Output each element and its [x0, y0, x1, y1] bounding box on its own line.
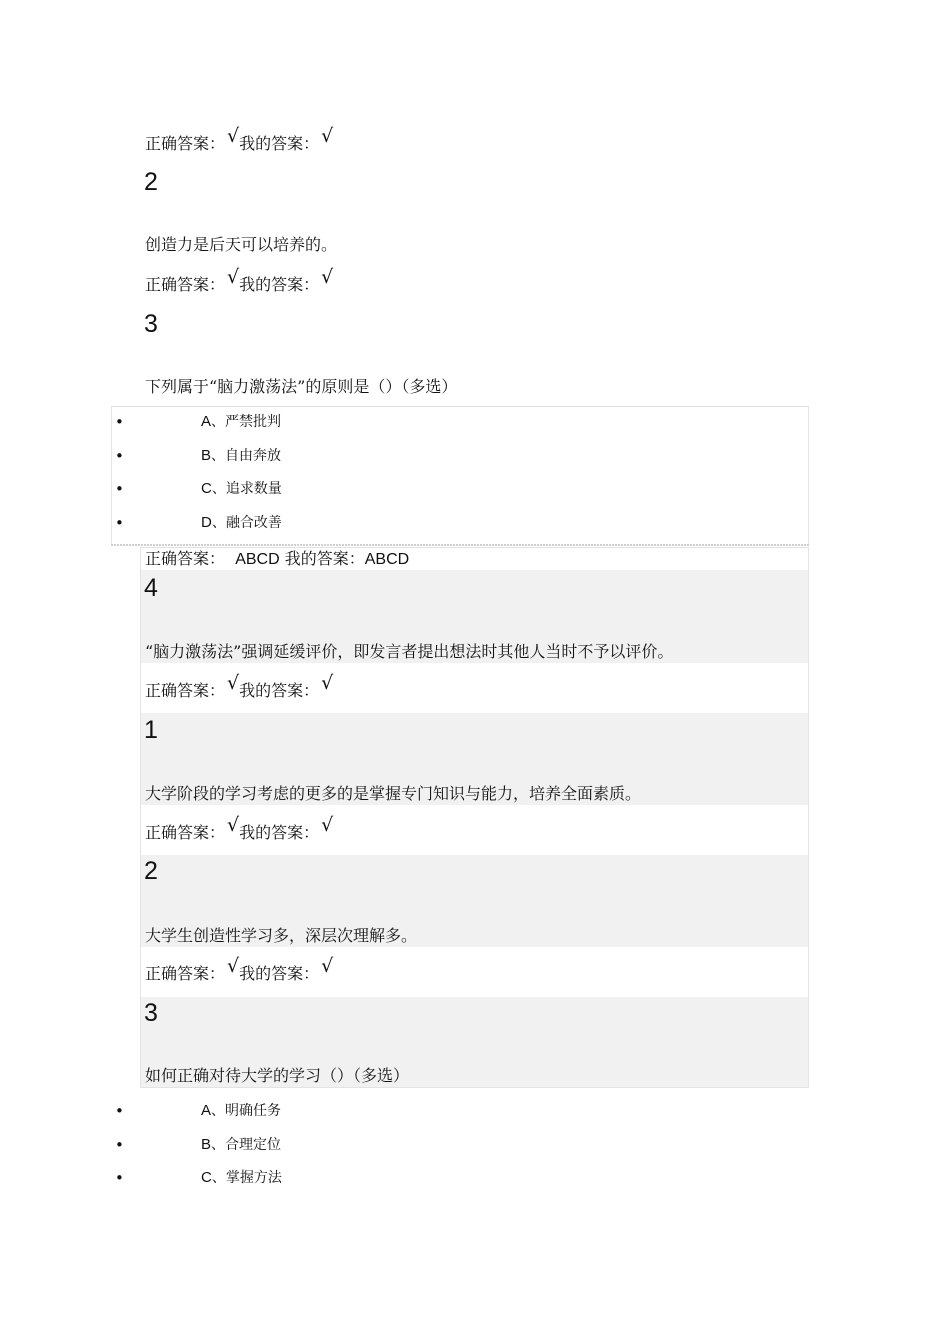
answer-line: [145, 672, 334, 701]
correct-value: ABCD: [235, 551, 280, 568]
question-number: 1: [144, 716, 158, 744]
answer-line: [145, 955, 334, 984]
answer-line: [145, 814, 334, 843]
list-bullet: •: [115, 480, 124, 498]
question-number: 2: [144, 857, 158, 885]
mine-value: ABCD: [364, 551, 410, 568]
option-b[interactable]: B、合理定位: [201, 1136, 282, 1153]
answer-line-multi: [145, 549, 409, 570]
question-text: 下列属于“脑力激荡法”的原则是（）（多选）: [145, 377, 458, 396]
correct-label: 正确答案：: [145, 549, 226, 568]
option-c[interactable]: C、追求数量: [201, 480, 282, 497]
frame-divider: [111, 544, 809, 546]
question-number: 3: [144, 999, 158, 1027]
mine-label: 我的答案：: [239, 681, 320, 700]
option-b[interactable]: B、自由奔放: [201, 447, 282, 464]
correct-label: 正确答案：: [145, 275, 226, 294]
list-bullet: •: [115, 1169, 124, 1187]
list-bullet: •: [115, 514, 124, 532]
option-a[interactable]: A、明确任务: [201, 1102, 282, 1119]
correct-label: 正确答案：: [145, 681, 226, 700]
list-bullet: •: [115, 1136, 124, 1154]
list-bullet: •: [115, 1102, 124, 1120]
option-a[interactable]: A、严禁批判: [201, 413, 282, 430]
question-number: 2: [144, 168, 158, 196]
correct-label: 正确答案：: [145, 823, 226, 842]
mine-label: 我的答案：: [239, 134, 320, 153]
check-icon: √: [227, 672, 240, 694]
check-icon: √: [227, 266, 240, 288]
mine-label: 我的答案：: [239, 823, 320, 842]
question-text: 创造力是后天可以培养的。: [145, 235, 338, 254]
question-number: 3: [144, 310, 158, 338]
check-icon: √: [227, 814, 240, 836]
question-text: 如何正确对待大学的学习（）（多选）: [145, 1066, 410, 1085]
answer-line: [145, 125, 334, 154]
correct-label: 正确答案：: [145, 964, 226, 983]
check-icon: √: [227, 955, 240, 977]
list-bullet: •: [115, 413, 124, 431]
answer-line: [145, 266, 334, 295]
check-icon: √: [321, 814, 334, 836]
correct-label: 正确答案：: [145, 134, 226, 153]
mine-label: 我的答案：: [239, 275, 320, 294]
question-text: “脑力激荡法”强调延缓评价，即发言者提出想法时其他人当时不予以评价。: [145, 642, 674, 661]
option-c[interactable]: C、掌握方法: [201, 1169, 282, 1186]
check-icon: √: [227, 125, 240, 147]
question-number: 4: [144, 574, 158, 602]
list-bullet: •: [115, 447, 124, 465]
check-icon: √: [321, 955, 334, 977]
check-icon: √: [321, 266, 334, 288]
question-text: 大学阶段的学习考虑的更多的是掌握专门知识与能力，培养全面素质。: [145, 784, 642, 803]
option-d[interactable]: D、融合改善: [201, 514, 282, 531]
mine-label: 我的答案：: [284, 549, 365, 568]
question-text: 大学生创造性学习多，深层次理解多。: [145, 926, 418, 945]
check-icon: √: [321, 125, 334, 147]
check-icon: √: [321, 672, 334, 694]
mine-label: 我的答案：: [239, 964, 320, 983]
